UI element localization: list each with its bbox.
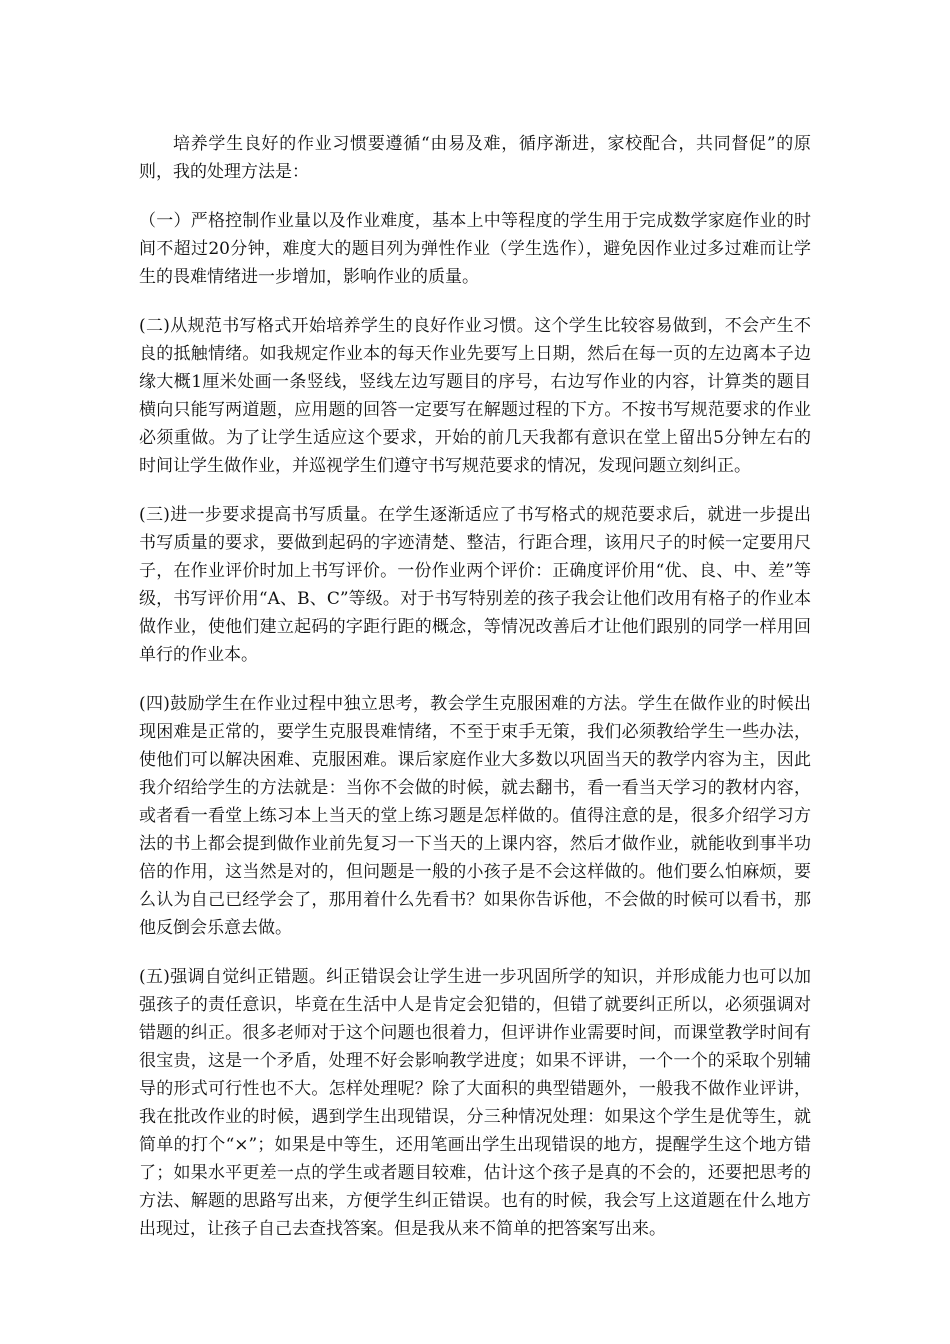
paragraph-1: （一）严格控制作业量以及作业难度，基本上中等程度的学生用于完成数学家庭作业的时间不超过20分钟，难度大的题目列为弹性作业（学生选作），避免因作业过多过难而让学生的畏难情绪进一步增加，影响作业的质量。 [139,211,811,287]
document-body [139,130,811,1264]
paragraph-5: (五)强调自觉纠正错题。纠正错误会让学生进一步巩固所学的知识，并形成能力也可以加强孩子的责任意识，毕竟在生活中人是肯定会犯错的，但错了就要纠正所以，必须强调对错题的纠正。很多老师对于这个问题也很着力，但评讲作业需要时间，而课堂教学时间有很宝贵，这是一个矛盾，处理不好会影响教学进度；如果不评讲，一个一个的采取个别辅导的形式可行性也不大。怎样处理呢？除了大面积的典型错题外，一般我不做作业评讲，我在批改作业的时候，遇到学生出现错误，分三种情况处理：如果这个学生是优等生，就简单的打个“×”；如果是中等生，还用笔画出学生出现错误的地方，提醒学生这个地方错了；如果水平更差一点的学生或者题目较难，估计这个孩子是真的不会的，还要把思考的方法、解题的思路写出来，方便学生纠正错误。也有的时候，我会写上这道题在什么地方出现过，让孩子自己去查找答案。但是我从来不简单的把答案写出来。 [139,967,811,1239]
paragraph-4: (四)鼓励学生在作业过程中独立思考，教会学生克服困难的方法。学生在做作业的时候出现困难是正常的，要学生克服畏难情绪，不至于束手无策，我们必须教给学生一些办法，使他们可以解决困难、克服困难。课后家庭作业大多数以巩固当天的教学内容为主，因此我介绍给学生的方法就是：当你不会做的时候，就去翻书，看一看当天学习的教材内容，或者看一看堂上练习本上当天的堂上练习题是怎样做的。值得注意的是，很多介绍学习方法的书上都会提到做作业前先复习一下当天的上课内容，然后才做作业，就能收到事半功倍的作用，这当然是对的，但问题是一般的小孩子是不会这样做的。他们要么怕麻烦，要么认为自己已经学会了，那用着什么先看书？如果你告诉他，不会做的时候可以看书，那他反倒会乐意去做。 [139,694,811,938]
paragraph-2: (二)从规范书写格式开始培养学生的良好作业习惯。这个学生比较容易做到，不会产生不良的抵触情绪。如我规定作业本的每天作业先要写上日期，然后在每一页的左边离本子边缘大概1厘米处画一条竖线，竖线左边写题目的序号，右边写作业的内容，计算类的题目横向只能写两道题，应用题的回答一定要写在解题过程的下方。不按书写规范要求的作业必须重做。为了让学生适应这个要求，开始的前几天我都有意识在堂上留出5分钟左右的时间让学生做作业，并巡视学生们遵守书写规范要求的情况，发现问题立刻纠正。 [139,316,811,476]
paragraph-3: (三)进一步要求提高书写质量。在学生逐渐适应了书写格式的规范要求后，就进一步提出书写质量的要求，要做到起码的字迹清楚、整洁，行距合理，该用尺子的时候一定要用尺子，在作业评价时加上书写评价。一份作业两个评价：正确度评价用“优、良、中、差”等级，书写评价用“A、B、C”等级。对于书写特别差的孩子我会让他们改用有格子的作业本做作业，使他们建立起码的字距行距的概念，等情况改善后才让他们跟别的同学一样用回单行的作业本。 [139,505,811,665]
intro-paragraph: 培养学生良好的作业习惯要遵循“由易及难，循序渐进，家校配合，共同督促”的原则，我的处理方法是： [139,134,811,182]
